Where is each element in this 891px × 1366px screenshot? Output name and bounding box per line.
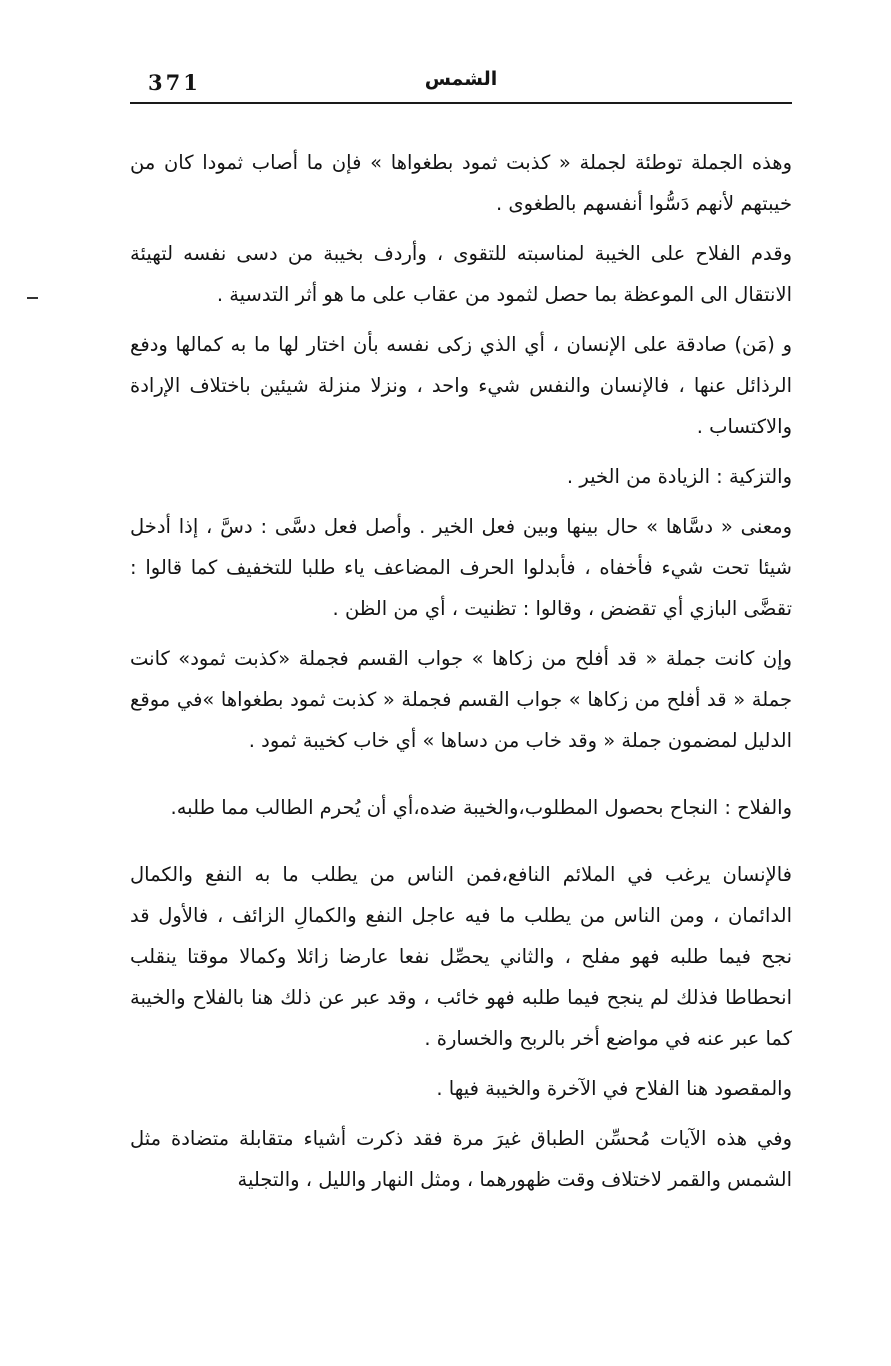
paragraph-text: والفلاح : النجاح بحصول المطلوب،والخيبة ضده،أي أن يُحرم الطالب مما طلبه. — [170, 796, 792, 819]
paragraph — [130, 142, 792, 224]
page-header — [130, 62, 792, 104]
paragraph — [130, 233, 792, 315]
paragraph-text: والمقصود هنا الفلاح في الآخرة والخيبة فيها . — [436, 1077, 792, 1100]
paragraph-text: والتزكية : الزيادة من الخير . — [566, 465, 792, 488]
paragraph-text: و (مَن) صادقة على الإنسان ، أي الذي زكى نفسه بأن اختار لها ما به كمالها ودفع الرذائل عنها ، فالإنسان والنفس شيء واحد ، ونزلا منزلة شيئين باختلاف الإرادة والاكتساب . — [130, 333, 792, 438]
paragraph — [130, 506, 792, 629]
paragraph — [130, 1118, 792, 1200]
paragraph — [130, 456, 792, 497]
paragraph — [130, 854, 792, 1059]
text-body — [130, 142, 792, 1209]
paragraph-text: وفي هذه الآيات مُحسِّن الطباق غيرَ مرة فقد ذكرت أشياء متقابلة متضادة مثل الشمس والقمر لاختلاف وقت ظهورهما ، ومثل النهار والليل ، والتجلية — [130, 1127, 792, 1191]
page-number: 371 — [148, 70, 201, 95]
paragraph-text: فالإنسان يرغب في الملائم النافع،فمن الناس من يطلب ما به النفع والكمال الدائمان ، ومن الناس من يطلب ما فيه عاجل النفع والكمالِ الزائف ، فالأول قد نجح فيما طلبه فهو مفلح ، والثاني يحصِّل نفعا عارضا زائلا وكمالا موقتا ينقلب انحطاطا فذلك لم ينجح فيما طلبه فهو خائب ، وقد عبر عن ذلك هنا بالفلاح والخيبة كما عبر عنه في مواضع أخر بالربح والخسارة . — [130, 863, 792, 1050]
paragraph — [130, 638, 792, 761]
paragraph — [130, 1068, 792, 1109]
paragraph-text: وهذه الجملة توطئة لجملة « كذبت ثمود بطغواها » فإن ما أصاب ثمودا كان من خيبتهم لأنهم دَسُّوا أنفسهم بالطغوى . — [130, 151, 792, 215]
paragraph — [130, 787, 792, 828]
paragraph-text: وقدم الفلاح على الخيبة لمناسبته للتقوى ، وأردف بخيبة من دسى نفسه لتهيئة الانتقال الى الموعظة بما حصل لثمود من عقاب على ما هو أثر التدسية . — [130, 242, 792, 306]
running-title: الشمس — [424, 68, 498, 90]
margin-mark — [27, 297, 38, 299]
paragraph-text: ومعنى « دسَّاها » حال بينها وبين فعل الخير . وأصل فعل دسَّى : دسَّ ، إذا أدخل شيئا تحت شيء فأخفاه ، فأبدلوا الحرف المضاعف ياء طلبا للتخفيف كما قالوا : تقضَّى البازي أي تقضض ، وقالوا : تظنيت ، أي من الظن . — [130, 515, 792, 620]
paragraph-text: وإن كانت جملة « قد أفلح من زكاها » جواب القسم فجملة «كذبت ثمود» كانت جملة « قد أفلح من زكاها » جواب القسم فجملة « كذبت ثمود بطغواها »في موقع الدليل لمضمون جملة « وقد خاب من دساها » أي خاب كخيبة ثمود . — [130, 647, 792, 752]
paragraph — [130, 324, 792, 447]
